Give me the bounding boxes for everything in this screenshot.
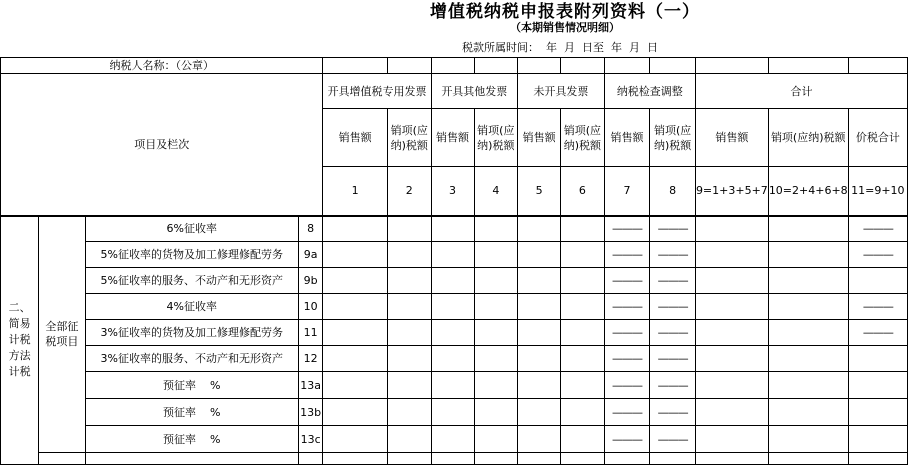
cell-input[interactable] [323, 242, 388, 268]
cell-input[interactable] [518, 320, 561, 346]
cell-disabled: ——— [650, 242, 696, 268]
sub-tax-2: 销项(应纳)税额 [474, 109, 518, 167]
cell-input[interactable] [387, 216, 431, 242]
sub-tax-1: 销项(应纳)税额 [387, 109, 431, 167]
cell-input[interactable] [518, 399, 561, 426]
cell-disabled: ——— [848, 242, 907, 268]
col-number: 4 [474, 167, 518, 216]
sub-tax-4: 销项(应纳)税额 [650, 109, 696, 167]
cell-disabled: ——— [650, 268, 696, 294]
cell-input[interactable] [387, 426, 431, 453]
cell-disabled: ——— [650, 216, 696, 242]
cell-input[interactable] [431, 320, 474, 346]
cell-disabled: ——— [650, 294, 696, 320]
cell-input[interactable] [518, 346, 561, 372]
sub-sales-4: 销售额 [604, 109, 650, 167]
cell-input[interactable] [848, 399, 907, 426]
cell-input[interactable] [768, 242, 848, 268]
cell-input[interactable] [323, 268, 388, 294]
cell-input[interactable] [518, 294, 561, 320]
cell-input[interactable] [768, 346, 848, 372]
group-total: 合计 [695, 74, 907, 109]
sales-detail-table [0, 57, 908, 465]
cell-input[interactable] [561, 320, 605, 346]
cell-disabled: ——— [604, 268, 650, 294]
cell-input[interactable] [561, 268, 605, 294]
cell-disabled: ——— [848, 216, 907, 242]
cell-input[interactable] [518, 268, 561, 294]
cell-input[interactable] [848, 426, 907, 453]
col-number: 11=9+10 [848, 167, 907, 216]
row-label: 3%征收率的货物及加工修理修配劳务 [85, 320, 298, 346]
cell-input[interactable] [323, 216, 388, 242]
cell-input[interactable] [768, 372, 848, 399]
cell-input[interactable] [695, 268, 768, 294]
col-number: 9=1+3+5+7 [695, 167, 768, 216]
cell-input[interactable] [431, 294, 474, 320]
sub-tax-3: 销项(应纳)税额 [561, 109, 605, 167]
cell-input[interactable] [387, 294, 431, 320]
cell-disabled: ——— [604, 346, 650, 372]
cell-disabled: ——— [650, 372, 696, 399]
cell-disabled: ——— [848, 320, 907, 346]
cell-input[interactable] [474, 426, 518, 453]
cell-input[interactable] [323, 372, 388, 399]
subgroup-label [39, 216, 85, 453]
cell-input[interactable] [474, 242, 518, 268]
group-no-invoice: 未开具发票 [518, 74, 605, 109]
cell-input[interactable] [474, 294, 518, 320]
row-label: 5%征收率的货物及加工修理修配劳务 [85, 242, 298, 268]
cell-input[interactable] [431, 346, 474, 372]
col-number: 7 [604, 167, 650, 216]
cell-input[interactable] [695, 294, 768, 320]
cell-input[interactable] [848, 346, 907, 372]
cell-input[interactable] [561, 426, 605, 453]
col-number: 6 [561, 167, 605, 216]
row-line-number: 13a [298, 372, 323, 399]
cell-input[interactable] [695, 242, 768, 268]
row-line-number: 8 [298, 216, 323, 242]
cell-input[interactable] [431, 372, 474, 399]
row-label: 预征率 % [85, 372, 298, 399]
cell-input[interactable] [848, 372, 907, 399]
cell-input[interactable] [561, 216, 605, 242]
cell-input[interactable] [387, 242, 431, 268]
cell-input[interactable] [695, 320, 768, 346]
cell-input[interactable] [695, 399, 768, 426]
row-line-number: 10 [298, 294, 323, 320]
col-number: 2 [387, 167, 431, 216]
sub-sales-total: 销售额 [695, 109, 768, 167]
cell-input[interactable] [323, 294, 388, 320]
row-line-number: 12 [298, 346, 323, 372]
cell-input[interactable] [768, 294, 848, 320]
cell-input[interactable] [474, 372, 518, 399]
col-number: 1 [323, 167, 388, 216]
cell-input[interactable] [695, 426, 768, 453]
group-inspection-adjustment: 纳税检查调整 [604, 74, 695, 109]
cell-input[interactable] [695, 346, 768, 372]
cell-input[interactable] [474, 268, 518, 294]
cell-input[interactable] [387, 320, 431, 346]
cell-disabled: ——— [848, 294, 907, 320]
tax-period-label: 税款所属时间： 年 月 日至 年 月 日 [462, 41, 658, 54]
cell-disabled: ——— [604, 320, 650, 346]
sub-tax-total: 销项(应纳)税额 [768, 109, 848, 167]
cell-disabled: ——— [650, 346, 696, 372]
section-name: 二、简易计税方法计税 [8, 301, 31, 379]
cell-input[interactable] [474, 399, 518, 426]
cell-input[interactable] [431, 426, 474, 453]
cell-input[interactable] [431, 268, 474, 294]
cell-input[interactable] [848, 268, 907, 294]
cell-input[interactable] [695, 216, 768, 242]
cell-input[interactable] [474, 346, 518, 372]
row-line-number: 9b [298, 268, 323, 294]
row-line-number: 13b [298, 399, 323, 426]
form-title: 增值税纳税申报表附列资料（一） [430, 2, 700, 22]
cell-input[interactable] [561, 372, 605, 399]
row-label: 3%征收率的服务、不动产和无形资产 [85, 346, 298, 372]
sub-sales-1: 销售额 [323, 109, 388, 167]
cell-input[interactable] [518, 242, 561, 268]
cell-input[interactable] [431, 242, 474, 268]
cell-input[interactable] [474, 320, 518, 346]
row-line-number: 9a [298, 242, 323, 268]
cell-input[interactable] [768, 216, 848, 242]
cell-disabled: ——— [604, 242, 650, 268]
col-number: 3 [431, 167, 474, 216]
cell-input[interactable] [323, 399, 388, 426]
cell-input[interactable] [518, 216, 561, 242]
section-label [1, 216, 39, 465]
cell-input[interactable] [323, 346, 388, 372]
cell-input[interactable] [768, 268, 848, 294]
subgroup-name: 全部征税项目 [45, 320, 79, 349]
row-label: 6%征收率 [85, 216, 298, 242]
cell-disabled: ——— [604, 372, 650, 399]
col-number: 8 [650, 167, 696, 216]
cell-disabled: ——— [650, 320, 696, 346]
cell-input[interactable] [695, 372, 768, 399]
cell-disabled: ——— [604, 294, 650, 320]
cell-disabled: ——— [650, 426, 696, 453]
cell-input[interactable] [518, 426, 561, 453]
cell-input[interactable] [561, 242, 605, 268]
cell-disabled: ——— [604, 399, 650, 426]
sub-sales-3: 销售额 [518, 109, 561, 167]
cell-input[interactable] [768, 399, 848, 426]
row-label: 5%征收率的服务、不动产和无形资产 [85, 268, 298, 294]
col-number: 10=2+4+6+8 [768, 167, 848, 216]
cell-input[interactable] [561, 399, 605, 426]
cell-disabled: ——— [650, 399, 696, 426]
cell-input[interactable] [431, 399, 474, 426]
cell-disabled: ——— [604, 426, 650, 453]
cell-input[interactable] [518, 372, 561, 399]
row-label: 4%征收率 [85, 294, 298, 320]
cell-disabled: ——— [604, 216, 650, 242]
sub-price-tax-total: 价税合计 [848, 109, 907, 167]
cell-input[interactable] [387, 372, 431, 399]
cell-input[interactable] [474, 216, 518, 242]
sub-sales-2: 销售额 [431, 109, 474, 167]
item-column-header: 项目及栏次 [1, 74, 323, 216]
cell-input[interactable] [387, 268, 431, 294]
cell-input[interactable] [768, 320, 848, 346]
cell-input[interactable] [387, 399, 431, 426]
group-other-invoice: 开具其他发票 [431, 74, 518, 109]
cell-input[interactable] [768, 426, 848, 453]
col-number: 5 [518, 167, 561, 216]
row-line-number: 11 [298, 320, 323, 346]
form-subtitle: （本期销售情况明细） [510, 21, 620, 34]
row-label: 预征率 % [85, 399, 298, 426]
cell-input[interactable] [323, 426, 388, 453]
cell-input[interactable] [561, 294, 605, 320]
row-label: 预征率 % [85, 426, 298, 453]
cell-input[interactable] [561, 346, 605, 372]
cell-input[interactable] [431, 216, 474, 242]
cell-input[interactable] [323, 320, 388, 346]
group-special-invoice: 开具增值税专用发票 [323, 74, 431, 109]
cell-input[interactable] [387, 346, 431, 372]
taxpayer-name-label: 纳税人名称：（公章） [1, 58, 323, 74]
row-line-number: 13c [298, 426, 323, 453]
